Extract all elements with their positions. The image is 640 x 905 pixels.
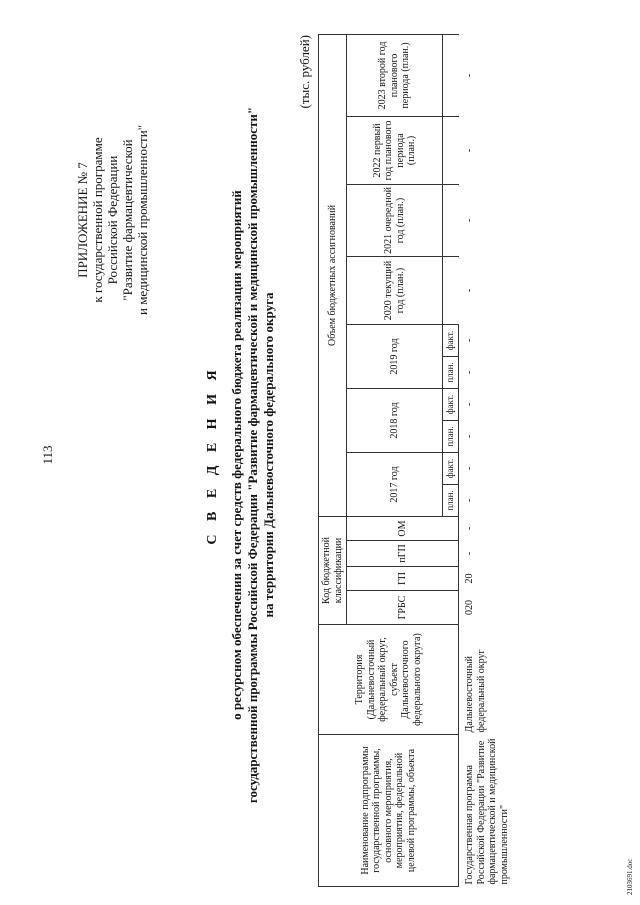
title-line: государственной программы Российской Федерации "Развитие фармацевтической и медицинской промышленности" (245, 106, 260, 804)
row-grbs: 020 (464, 600, 475, 615)
row-value: - (463, 288, 475, 293)
annex-line: и медицинской промышленности" (135, 125, 150, 315)
header-fact: факт. (443, 324, 459, 356)
header-year-2021: 2021 очередной год (план.) (347, 184, 443, 256)
resource-table (318, 34, 510, 887)
page-number: 113 (40, 445, 55, 465)
row-value: - (464, 402, 475, 407)
header-fact: факт. (443, 452, 459, 484)
annex-line: ПРИЛОЖЕНИЕ № 7 (75, 162, 90, 278)
row-value: - (463, 218, 475, 223)
row-value: - (464, 338, 475, 343)
header-plan: план. (443, 484, 459, 516)
document-title (205, 55, 277, 855)
header-year-2022: 2022 первый год планового периода (план.) (347, 116, 443, 184)
header-code-group: Код бюджетной классификации (319, 516, 347, 624)
footer-filename: 2103691.doc (626, 858, 634, 895)
row-pgp: - (464, 551, 475, 556)
row-territory: Дальневосточный федеральный округ (464, 649, 487, 733)
row-gp: 20 (464, 573, 475, 584)
annex-line: к государственной программе (90, 137, 105, 303)
row-name: Государственная программа Российской Федерации "Развитие фармацевтической и медицинской промышленности" (464, 738, 510, 885)
title-line: о ресурсном обеспечении за счет средств федерального бюджета реализации мероприятий (229, 190, 244, 720)
annex-line: "Развитие фармацевтической (120, 139, 135, 301)
table-row (459, 34, 511, 886)
annex-block (75, 55, 150, 385)
row-value: - (464, 434, 475, 439)
header-code-om: ОМ (347, 516, 459, 540)
annex-line: Российской Федерации (105, 155, 120, 285)
header-year-2023: 2023 второй год планового периода (план.) (347, 34, 443, 116)
units-label: (тыс. рублей) (297, 35, 312, 109)
header-year-2019: 2019 год (347, 324, 443, 388)
header-code-pgp: пГП (347, 541, 459, 567)
row-value: - (463, 73, 475, 78)
row-value: - (464, 498, 475, 503)
header-plan: план. (443, 356, 459, 388)
header-code-grbs: ГРБС (347, 591, 459, 625)
header-name: Наименование подпрограммы государственной программы, основного мероприятия, мероприятия, федеральной целевой программы, объекта (319, 735, 459, 887)
row-value: - (464, 466, 475, 471)
title-heading: С В Е Д Е Н И Я (205, 365, 220, 545)
title-line: на территории Дальневосточного федерального округа (261, 292, 276, 618)
header-fact: факт. (443, 388, 459, 420)
header-year-2018: 2018 год (347, 388, 443, 452)
row-value: - (464, 370, 475, 375)
header-territory: Территория (Дальневосточный федеральный округ, субъект Дальневосточного федерального округа) (319, 625, 459, 735)
header-plan: план. (443, 420, 459, 452)
row-om: - (464, 526, 475, 531)
header-year-2017: 2017 год (347, 452, 443, 516)
header-volume-group: Объем бюджетных ассигнований (319, 34, 347, 516)
header-code-gp: ГП (347, 567, 459, 591)
row-value: - (463, 148, 475, 153)
header-year-2020: 2020 текущий год (план.) (347, 256, 443, 324)
